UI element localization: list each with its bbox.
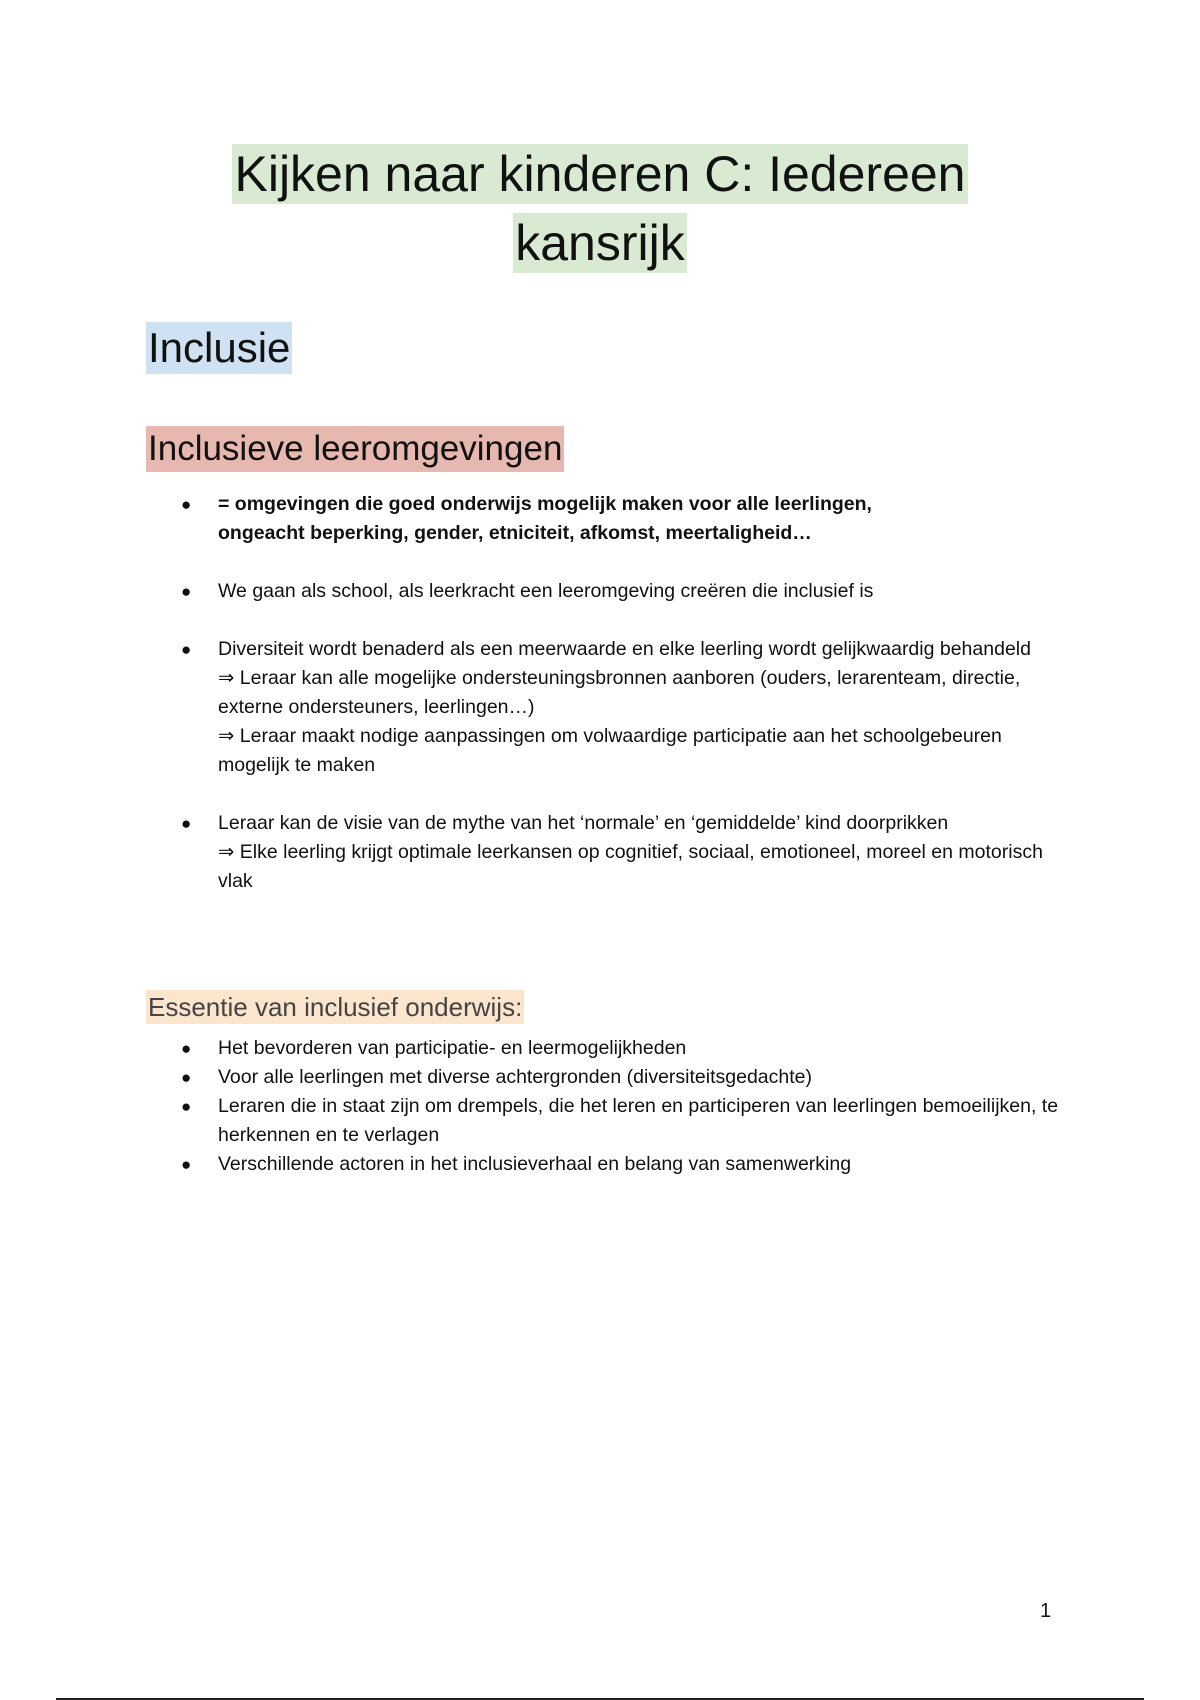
item-text: Leraar kan de visie van de mythe van het ‘normale’ en ‘gemiddelde’ kind doorprikken — [218, 812, 949, 834]
bullet-icon: ● — [181, 582, 192, 601]
list-item — [0, 577, 1200, 606]
list-item — [0, 1092, 1200, 1150]
list-item — [0, 1034, 1200, 1063]
bullet-icon: ● — [181, 1155, 192, 1174]
leeromgevingen-list — [0, 490, 1200, 925]
title-line-1: Kijken naar kinderen C: Iedereen — [234, 146, 966, 202]
item-text: Het bevorderen van participatie- en leermogelijkheden — [218, 1037, 687, 1059]
bullet-icon: ● — [181, 1097, 192, 1116]
bullet-icon: ● — [181, 495, 192, 514]
list-item — [0, 1150, 1200, 1179]
item-text: Verschillende actoren in het inclusieverhaal en belang van samenwerking — [218, 1153, 852, 1175]
section-heading-inclusie: Inclusie — [146, 322, 292, 374]
item-subpoint: ⇒ Leraar maakt nodige aanpassingen om volwaardige participatie aan het schoolgebeuren mogelijk te maken — [218, 725, 1002, 776]
item-text: ongeacht beperking, gender, etniciteit, afkomst, meertaligheid… — [218, 522, 812, 544]
document-title — [0, 140, 1200, 278]
list-item — [0, 635, 1200, 780]
item-text: = omgevingen die goed onderwijs mogelijk maken voor alle leerlingen, — [218, 493, 872, 515]
item-subpoint: ⇒ Elke leerling krijgt optimale leerkansen op cognitief, sociaal, emotioneel, moreel en motorisch vlak — [218, 841, 1043, 892]
list-item — [0, 490, 1200, 548]
item-text: Diversiteit wordt benaderd als een meerwaarde en elke leerling wordt gelijkwaardig behandeld — [218, 638, 1031, 660]
bullet-icon: ● — [181, 814, 192, 833]
list-item — [0, 1063, 1200, 1092]
item-text: Leraren die in staat zijn om drempels, die het leren en participeren van leerlingen bemoeilijken, te herkennen en te verlagen — [218, 1095, 1059, 1146]
item-text: Voor alle leerlingen met diverse achtergronden (diversiteitsgedachte) — [218, 1066, 812, 1088]
page-number: 1 — [1040, 1600, 1052, 1622]
essentie-list — [0, 1034, 1200, 1179]
bullet-icon: ● — [181, 1068, 192, 1087]
subsection-heading-leeromgevingen: Inclusieve leeromgevingen — [146, 426, 564, 472]
subsection-heading-essentie: Essentie van inclusief onderwijs: — [148, 992, 523, 1022]
item-text: We gaan als school, als leerkracht een leeromgeving creëren die inclusief is — [218, 580, 874, 602]
list-item — [0, 809, 1200, 896]
item-subpoint: ⇒ Leraar kan alle mogelijke ondersteuningsbronnen aanboren (ouders, lerarenteam, directie, externe ondersteuners, leerlingen…) — [218, 667, 1021, 718]
bullet-icon: ● — [181, 640, 192, 659]
title-line-2: kansrijk — [515, 215, 685, 271]
bullet-icon: ● — [181, 1039, 192, 1058]
